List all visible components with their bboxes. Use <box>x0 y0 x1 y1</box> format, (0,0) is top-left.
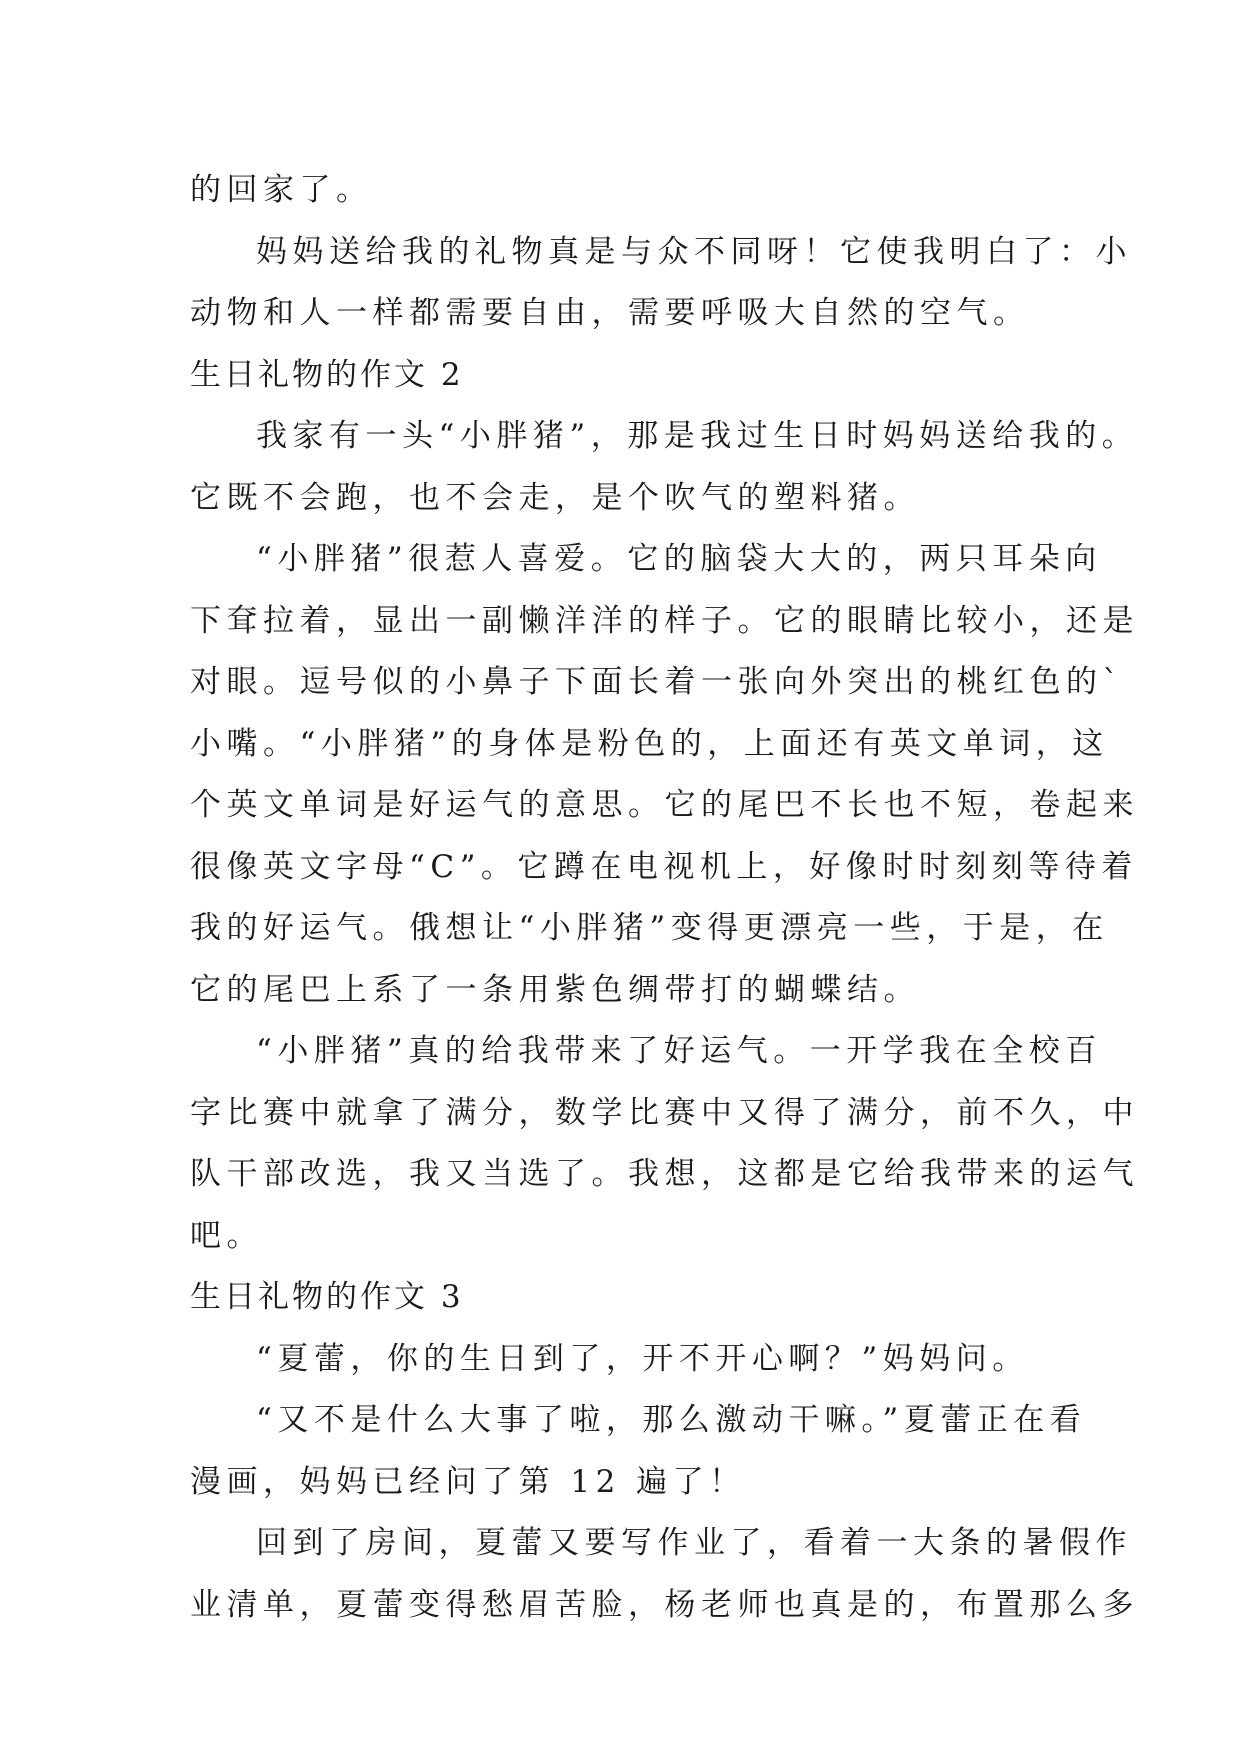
text-line: 字比赛中就拿了满分，数学比赛中又得了满分，前不久，中 <box>190 1094 1139 1131</box>
paragraph-first-line: 我家有一头“小胖猪”，那是我过生日时妈妈送给我的。 <box>256 418 1139 454</box>
text-line: 我的好运气。俄想让“小胖猪”变得更漂亮一些，于是，在 <box>190 910 1109 946</box>
text-line: 的回家了。 <box>190 172 373 208</box>
text-line: 队干部改选，我又当选了。我想，这都是它给我带来的运气 <box>190 1156 1139 1192</box>
paragraph-first-line: 妈妈送给我的礼物真是与众不同呀！它使我明白了：小 <box>256 233 1132 270</box>
text-line: 动物和人一样都需要自由，需要呼吸大自然的空气。 <box>190 295 1030 331</box>
text-line: 小嘴。“小胖猪”的身体是粉色的，上面还有英文单词，这 <box>190 725 1109 762</box>
text-line: 很像英文字母“C”。它蹲在电视机上，好像时时刻刻等待着 <box>190 848 1138 885</box>
text-line: 个英文单词是好运气的意思。它的尾巴不长也不短，卷起来 <box>190 787 1139 823</box>
text-line: 它的尾巴上系了一条用紫色绸带打的蝴蝶结。 <box>190 971 920 1008</box>
paragraph-first-line: “又不是什么大事了啦，那么激动干嘛。”夏蕾正在看 <box>256 1402 1087 1438</box>
text-line: 业清单，夏蕾变得愁眉苦脸，杨老师也真是的，布置那么多 <box>190 1586 1139 1623</box>
text-line: 漫画，妈妈已经问了第 12 遍了！ <box>190 1463 746 1500</box>
section-heading: 生日礼物的作文 2 <box>190 356 464 393</box>
text-line: 对眼。逗号似的小鼻子下面长着一张向外突出的桃红色的` <box>190 664 1124 700</box>
paragraph-first-line: “小胖猪”很惹人喜爱。它的脑袋大大的，两只耳朵向 <box>256 541 1102 577</box>
paragraph-first-line: “小胖猪”真的给我带来了好运气。一开学我在全校百 <box>256 1033 1102 1069</box>
text-line: 下耷拉着，显出一副懒洋洋的样子。它的眼睛比较小，还是 <box>190 602 1139 639</box>
text-line: 吧。 <box>190 1217 263 1254</box>
paragraph-first-line: “夏蕾，你的生日到了，开不开心啊？”妈妈问。 <box>256 1340 1029 1377</box>
section-heading: 生日礼物的作文 3 <box>190 1279 464 1315</box>
text-line: 它既不会跑，也不会走，是个吹气的塑料猪。 <box>190 479 920 516</box>
paragraph-first-line: 回到了房间，夏蕾又要写作业了，看着一大条的暑假作 <box>256 1525 1132 1561</box>
document-page <box>190 160 1139 1636</box>
